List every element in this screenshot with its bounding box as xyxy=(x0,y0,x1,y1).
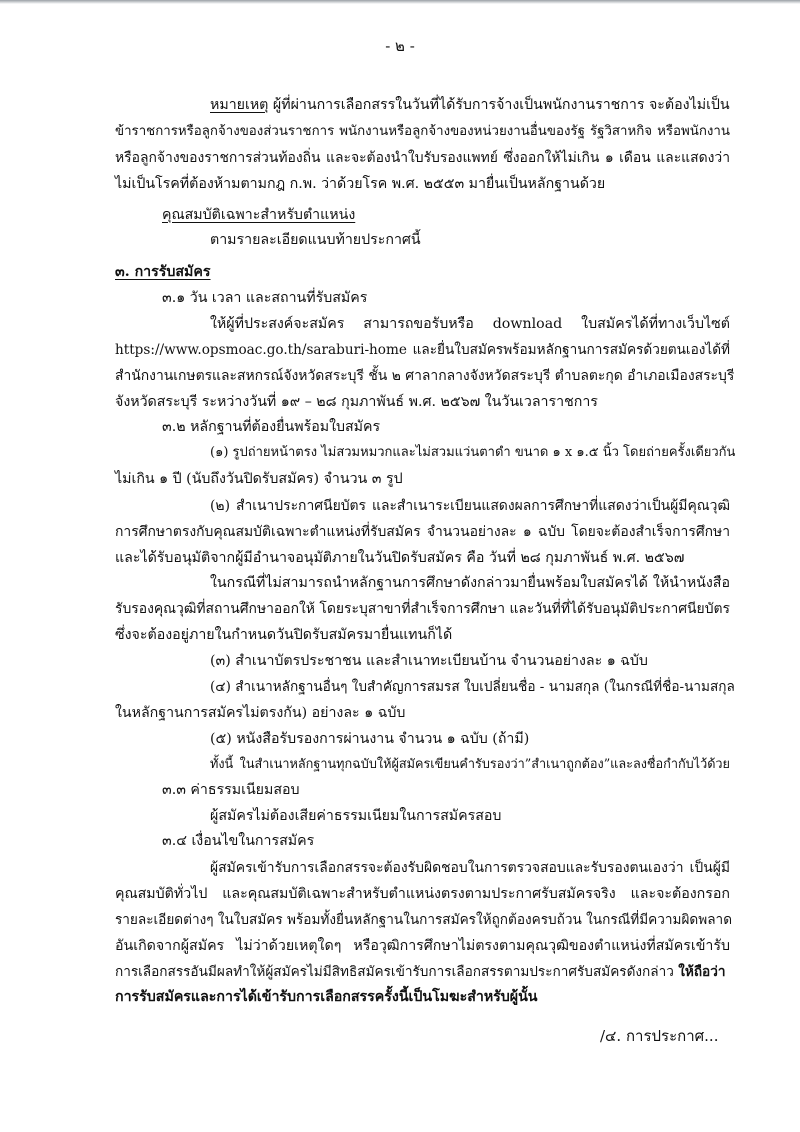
s32-para-line-1: ในกรณีที่ไม่สามารถนำหลักฐานการศึกษาดังกล่าวมายื่นพร้อมใบสมัครได้ ให้นำหนังสือ xyxy=(210,575,730,591)
page-number: - ๒ - xyxy=(385,37,415,55)
s34-line-5 xyxy=(115,962,730,984)
remark-line-1 xyxy=(210,95,730,117)
s32-item-5: (๕) หนังสือรับรองการผ่านงาน จำนวน ๑ ฉบับ (ถ้ามี) xyxy=(210,731,530,747)
s33-text: ผู้สมัครไม่ต้องเสียค่าธรรมเนียมในการสมัครสอบ xyxy=(210,808,502,824)
s32-item-4-line-1: (๔) สำเนาหลักฐานอื่นๆ ใบสำคัญการสมรส ใบเปลี่ยนชื่อ - นามสกุล (ในกรณีที่ชื่อ-นามสกุล xyxy=(210,679,735,695)
s32-item-3: (๓) สำเนาบัตรประชาชน และสำเนาทะเบียนบ้าน จำนวนอย่างละ ๑ ฉบับ xyxy=(210,653,648,669)
s34-line-1: ผู้สมัครเข้ารับการเลือกสรรจะต้องรับผิดชอบในการตรวจสอบและรับรองตนเองว่า เป็นผู้มี xyxy=(210,860,730,876)
s31-line-3: สำนักงานเกษตรและสหกรณ์จังหวัดสระบุรี ชั้น ๒ ศาลากลางจังหวัดสระบุรี ตำบลตะกุด อำเภอเมืองสระบุรี xyxy=(115,368,735,384)
qualification-text: ตามรายละเอียดแนบท้ายประกาศนี้ xyxy=(210,232,421,248)
remark-label: หมายเหตุ xyxy=(210,97,269,113)
s34-line-4: อันเกิดจากผู้สมัคร ไม่ว่าด้วยเหตุใดๆ หรือวุฒิการศึกษาไม่ตรงตามคุณวุฒิของตำแหน่งที่สมัครเข้ารับ xyxy=(115,938,730,954)
s32-item-2-line-1: (๒) สำเนาประกาศนียบัตร และสำเนาระเบียนแสดงผลการศึกษาที่แสดงว่าเป็นผู้มีคุณวุฒิ xyxy=(210,498,730,514)
s31-line-2: https://www.opsmoac.go.th/saraburi-home และยื่นใบสมัครพร้อมหลักฐานการสมัครด้วยตนเองได้ที่ xyxy=(115,342,730,358)
s32-item-4-line-2: ในหลักฐานการสมัครไม่ตรงกัน) อย่างละ ๑ ฉบับ xyxy=(115,705,406,721)
qualification-heading: คุณสมบัติเฉพาะสำหรับตำแหน่ง xyxy=(162,207,356,223)
s31-line-1: ให้ผู้ที่ประสงค์จะสมัคร สามารถขอรับหรือ download ใบสมัครได้ที่ทางเว็บไซต์ xyxy=(210,316,730,332)
section-3-heading: ๓. การรับสมัคร xyxy=(115,264,211,280)
s34-line-5-text: การเลือกสรรอันมีผลทำให้ผู้สมัครไม่มีสิทธิสมัครเข้ารับการเลือกสรรตามประกาศรับสมัครดังกล่าว xyxy=(115,964,674,980)
s32-certify-note: ทั้งนี้ ในสำเนาหลักฐานทุกฉบับให้ผู้สมัครเขียนคำรับรองว่า”สำเนาถูกต้อง”และลงชื่อกำกับไว้ด้วย xyxy=(210,756,730,771)
s32-item-1-line-2: ไม่เกิน ๑ ปี (นับถึงวันปิดรับสมัคร) จำนวน ๓ รูป xyxy=(115,471,403,487)
remark-line-2: ข้าราชการหรือลูกจ้างของส่วนราชการ พนักงานหรือลูกจ้างของหน่วยงานอื่นของรัฐ รัฐวิสาหกิจ หรือพนักงาน xyxy=(115,124,730,139)
s32-item-2-line-2: การศึกษาตรงกับคุณสมบัติเฉพาะตำแหน่งที่รับสมัคร จำนวนอย่างละ ๑ ฉบับ โดยจะต้องสำเร็จการศึกษา xyxy=(115,524,730,540)
remark-text-1: ผู้ที่ผ่านการเลือกสรรในวันที่ได้รับการจ้างเป็นพนักงานราชการ จะต้องไม่เป็น xyxy=(272,97,730,113)
section-3-1-heading: ๓.๑ วัน เวลา และสถานที่รับสมัคร xyxy=(162,290,368,306)
s34-line-6-bold: การรับสมัครและการได้เข้ารับการเลือกสรรครั้งนี้เป็นโมฆะสำหรับผู้นั้น xyxy=(115,989,538,1005)
s31-line-4: จังหวัดสระบุรี ระหว่างวันที่ ๑๙ – ๒๘ กุมภาพันธ์ พ.ศ. ๒๕๖๗ ในวันเวลาราชการ xyxy=(115,394,598,410)
s32-item-1-line-1: (๑) รูปถ่ายหน้าตรง ไม่สวมหมวกและไม่สวมแว่นตาดำ ขนาด ๑ x ๑.๕ นิ้ว โดยถ่ายครั้งเดียวกัน xyxy=(210,445,736,460)
footer-continuation: /๔. การประกาศ... xyxy=(600,1027,719,1045)
section-3-2-heading: ๓.๒ หลักฐานที่ต้องยื่นพร้อมใบสมัคร xyxy=(162,419,381,435)
s34-line-5-bold: ให้ถือว่า xyxy=(678,964,726,980)
s34-line-3: รายละเอียดต่างๆ ในใบสมัคร พร้อมทั้งยื่นหลักฐานในการสมัครให้ถูกต้องครบถ้วน ในกรณีที่มีความผิดพลาด xyxy=(115,912,733,928)
scan-edge xyxy=(0,0,800,4)
s32-item-2-line-3: และได้รับอนุมัติจากผู้มีอำนาจอนุมัติภายในวันปิดรับสมัคร คือ วันที่ ๒๘ กุมภาพันธ์ พ.ศ. ๒๕๖๗ xyxy=(115,550,685,566)
section-3-3-heading: ๓.๓ ค่าธรรมเนียมสอบ xyxy=(162,782,300,798)
remark-line-3: หรือลูกจ้างของราชการส่วนท้องถิ่น และจะต้องนำใบรับรองแพทย์ ซึ่งออกให้ไม่เกิน ๑ เดือน และแสดงว่า xyxy=(115,150,730,166)
s34-line-2: คุณสมบัติทั่วไป และคุณสมบัติเฉพาะสำหรับตำแหน่งตรงตามประกาศรับสมัครจริง และจะต้องกรอก xyxy=(115,886,730,902)
s32-para-line-2: รับรองคุณวุฒิที่สถานศึกษาออกให้ โดยระบุสาขาที่สำเร็จการศึกษา และวันที่ที่ได้รับอนุมัติประกาศนียบัตร xyxy=(115,601,730,617)
remark-line-4: ไม่เป็นโรคที่ต้องห้ามตามกฎ ก.พ. ว่าด้วยโรค พ.ศ. ๒๕๕๓ มายื่นเป็นหลักฐานด้วย xyxy=(115,176,606,192)
section-3-4-heading: ๓.๔ เงื่อนไขในการสมัคร xyxy=(162,833,315,849)
s32-para-line-3: ซึ่งจะต้องอยู่ภายในกำหนดวันปิดรับสมัครมายื่นแทนก็ได้ xyxy=(115,627,453,643)
